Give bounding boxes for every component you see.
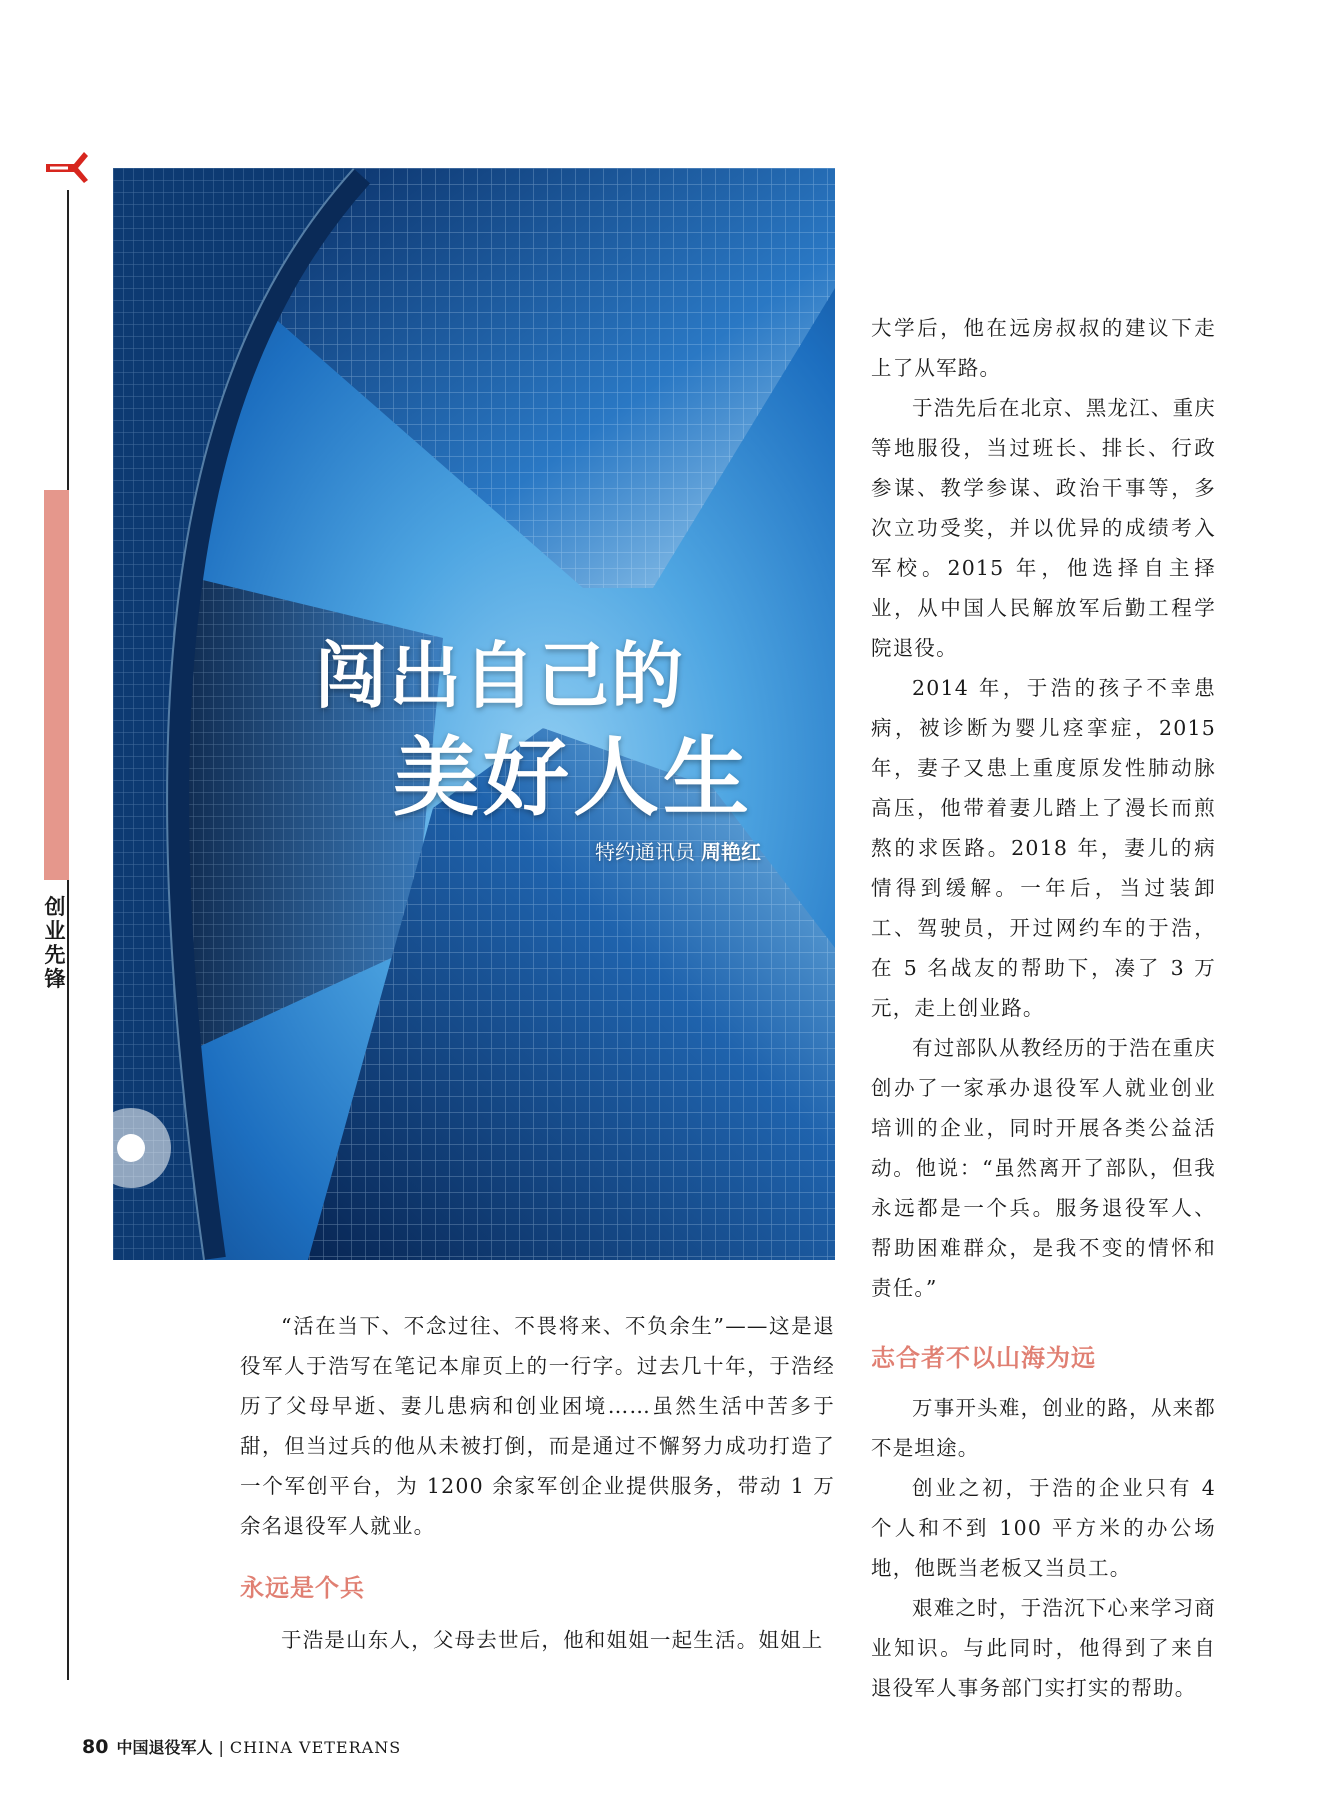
body-paragraph-continued: 大学后，他在远房叔叔的建议下走上了从军路。	[871, 316, 1216, 380]
magazine-logo-icon	[44, 150, 90, 184]
left-column	[240, 1306, 835, 1660]
section-tag-char: 创	[44, 895, 66, 919]
section-accent-bar	[44, 490, 69, 880]
byline	[595, 836, 761, 865]
hero-image	[113, 168, 835, 1260]
article-title-line2: 美好人生	[393, 727, 753, 828]
subheading: 志合者不以山海为远	[871, 1343, 1096, 1372]
subheading: 永远是个兵	[240, 1573, 365, 1602]
right-column	[871, 308, 1216, 1708]
page-number: 80	[82, 1736, 109, 1758]
byline-author: 周艳红	[701, 840, 761, 864]
section-tag	[40, 895, 70, 991]
article-title-line1: 闯出自己的	[315, 633, 686, 718]
body-paragraph: 创业之初，于浩的企业只有 4 个人和不到 100 平方米的办公场地，他既当老板又当员工。	[871, 1476, 1216, 1580]
section-tag-char: 锋	[44, 967, 66, 991]
body-paragraph: 艰难之时，于浩沉下心来学习商业知识。与此同时，他得到了来自退役军人事务部门实打实的帮助。	[871, 1596, 1216, 1700]
footer-separator: |	[218, 1738, 224, 1757]
body-paragraph: 于浩先后在北京、黑龙江、重庆等地服役，当过班长、排长、行政参谋、教学参谋、政治干事等，多次立功受奖，并以优异的成绩考入军校。2015 年，他选择自主择业，从中国人民解放军后勤工程学院退役。	[871, 396, 1216, 660]
section-tag-char: 业	[44, 919, 66, 943]
byline-role: 特约通讯员	[595, 840, 695, 864]
body-paragraph: 2014 年，于浩的孩子不幸患病，被诊断为婴儿痉挛症，2015 年，妻子又患上重度原发性肺动脉高压，他带着妻儿踏上了漫长而煎熬的求医路。2018 年，妻儿的病情得到缓解。一年后，当过装卸工、驾驶员，开过网约车的于浩，在 5 名战友的帮助下，凑了 3 万元，走上创业路。	[871, 676, 1216, 1020]
page-footer	[82, 1735, 401, 1758]
magazine-name: 中国退役军人	[116, 1738, 213, 1757]
body-paragraph: 于浩是山东人，父母去世后，他和姐姐一起生活。姐姐上	[281, 1628, 824, 1652]
body-paragraph: 万事开头难，创业的路，从来都不是坦途。	[871, 1396, 1216, 1460]
body-paragraph: 有过部队从教经历的于浩在重庆创办了一家承办退役军人就业创业培训的企业，同时开展各类公益活动。他说：“虽然离开了部队，但我永远都是一个兵。服务退役军人、帮助困难群众，是我不变的情怀和责任。”	[871, 1036, 1216, 1300]
body-paragraph: “活在当下、不念过往、不畏将来、不负余生”——这是退役军人于浩写在笔记本扉页上的一行字。过去几十年，于浩经历了父母早逝、妻儿患病和创业困境……虽然生活中苦多于甜，但当过兵的他从未被打倒，而是通过不懈努力成功打造了一个军创平台，为 1200 余家军创企业提供服务，带动 1 万余名退役军人就业。	[240, 1314, 835, 1538]
section-tag-char: 先	[44, 943, 66, 967]
magazine-name-en: CHINA VETERANS	[229, 1738, 402, 1757]
